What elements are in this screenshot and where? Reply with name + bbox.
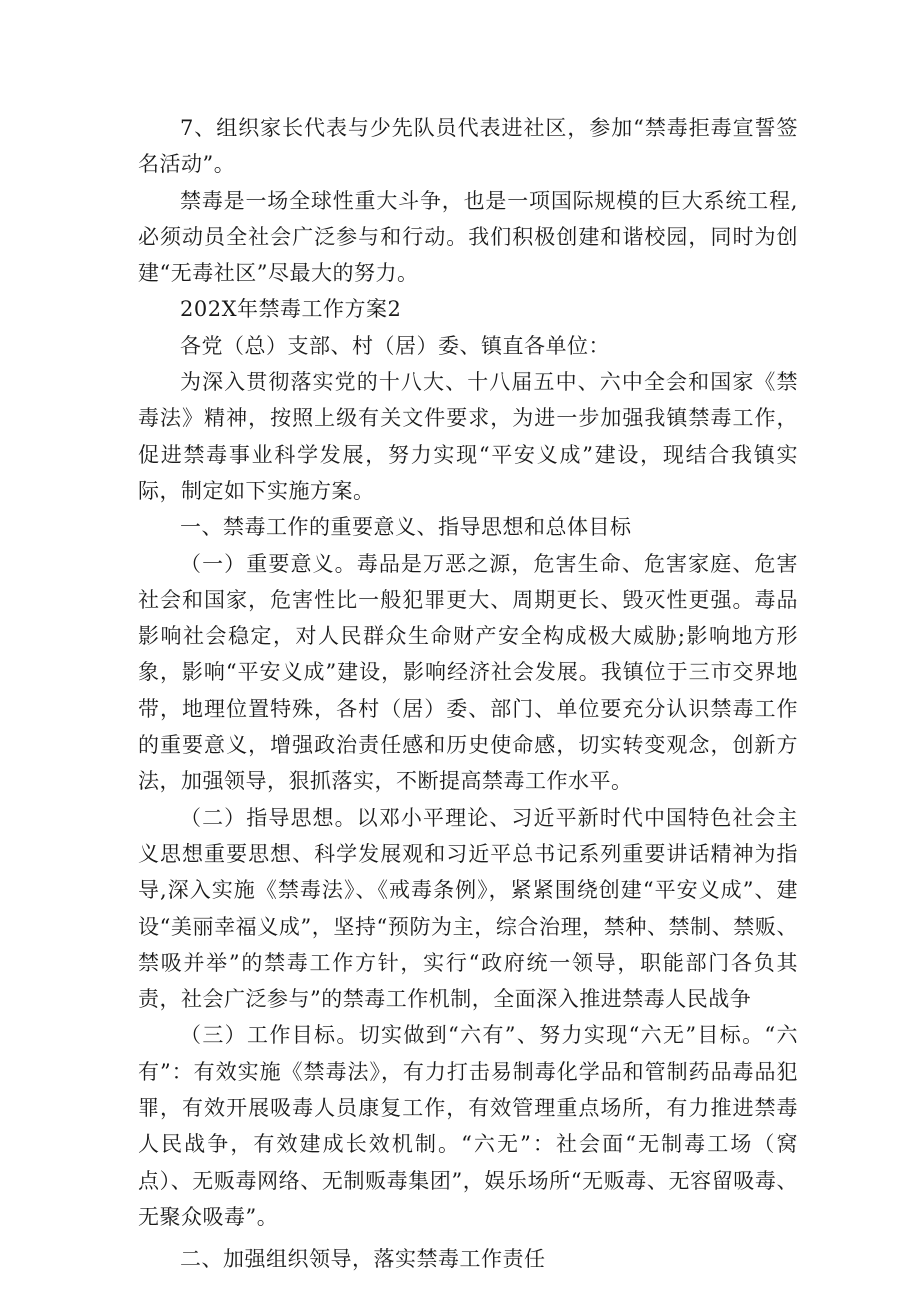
paragraph-intro: 为深入贯彻落实党的十八大、十八届五中、六中全会和国家《禁毒法》精神，按照上级有关文件要求，为进一步加强我镇禁毒工作，促进禁毒事业科学发展，努力实现“平安义成”建设，现结合我镇实际，制定如下实施方案。 [138, 370, 798, 503]
paragraph-significance: （一）重要意义。毒品是万恶之源，危害生命、危害家庭、危害社会和国家，危害性比一般犯罪更大、周期更长、毁灭性更强。毒品影响社会稳定，对人民群众生命财产安全构成极大威胁;影响地方形象，影响“平安义成”建设，影响经济社会发展。我镇位于三市交界地带，地理位置特殊，各村（居）委、部门、单位要充分认识禁毒工作的重要意义，增强政治责任感和历史使命感，切实转变观念，创新方法，加强领导，狠抓落实，不断提高禁毒工作水平。 [138, 551, 798, 794]
paragraph-item-7: 7、组织家长代表与少先队员代表进社区，参加“禁毒拒毒宣誓签名活动”。 [138, 116, 798, 177]
document-body [138, 110, 798, 1278]
section-title-plan-2: 202X年禁毒工作方案2 [180, 297, 402, 322]
salutation: 各党（总）支部、村（居）委、镇直各单位： [180, 333, 610, 358]
heading-part-two: 二、加强组织领导，落实禁毒工作责任 [180, 1247, 546, 1272]
paragraph-work-goals: （三）工作目标。切实做到“六有”、努力实现“六无”目标。“六有”：有效实施《禁毒法》，有力打击易制毒化学品和管制药品毒品犯罪，有效开展吸毒人员康复工作，有效管理重点场所，有力推进禁毒人民战争，有效建成长效机制。“六无”：社会面“无制毒工场（窝点）、无贩毒网络、无制贩毒集团”，娱乐场所“无贩毒、无容留吸毒、无聚众吸毒”。 [138, 1023, 798, 1229]
paragraph-guiding-ideology: （二）指导思想。以邓小平理论、习近平新时代中国特色社会主义思想重要思想、科学发展观和习近平总书记系列重要讲话精神为指导,深入实施《禁毒法》、《戒毒条例》，紧紧围绕创建“平安义成”、建设“美丽幸福义成”，坚持“预防为主，综合治理，禁种、禁制、禁贩、禁吸并举”的禁毒工作方针，实行“政府统一领导，职能部门各负其责，社会广泛参与”的禁毒工作机制，全面深入推进禁毒人民战争 [138, 805, 798, 1012]
heading-part-one: 一、禁毒工作的重要意义、指导思想和总体目标 [180, 515, 632, 540]
paragraph-conclusion: 禁毒是一场全球性重大斗争，也是一项国际规模的巨大系统工程,必须动员全社会广泛参与和行动。我们积极创建和谐校园，同时为创建“无毒社区”尽最大的努力。 [138, 188, 798, 286]
